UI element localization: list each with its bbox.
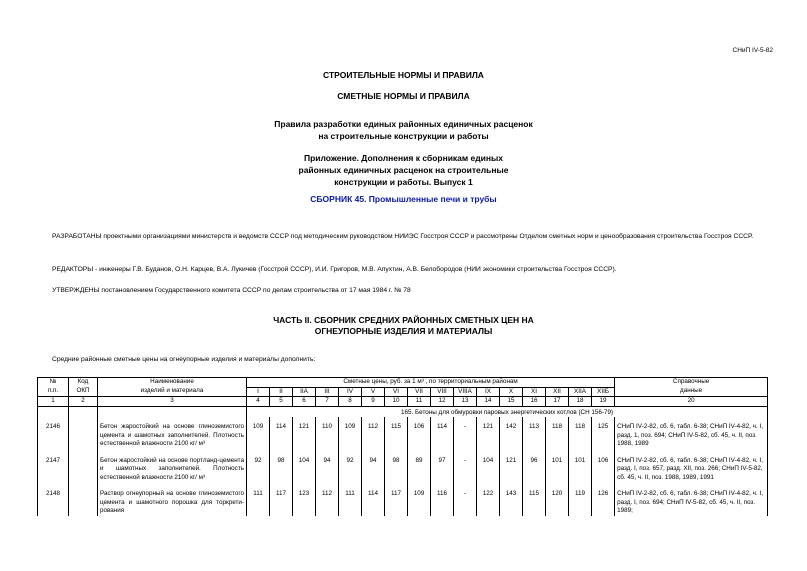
header-row-2 <box>38 387 768 397</box>
row-price: 106 <box>592 449 615 483</box>
row-price: 118 <box>569 417 592 449</box>
table-row <box>38 482 768 516</box>
row-price: 123 <box>293 482 316 516</box>
region-header: XII <box>546 387 569 397</box>
row-price: 143 <box>500 482 523 516</box>
row-price: - <box>454 449 477 483</box>
region-header: VIIIA <box>454 387 477 397</box>
column-number: 9 <box>362 397 385 407</box>
region-header: II <box>270 387 293 397</box>
row-price: 114 <box>431 417 454 449</box>
row-reference: СНиП IV-2-82, сб. 6, табл. 6-38; СНиП IV-4-82, ч. I, разд. I, поз. 657, разд. XII, поз. 266; СНиП IV-5-82, сб. 45, ч. II, поз. 1988, 1989, 1991 <box>615 449 768 483</box>
region-header: VI <box>385 387 408 397</box>
title-estimate-norms: СМЕТНЫЕ НОРМЫ И ПРАВИЛА <box>337 91 470 101</box>
header-code-sub: ОКП <box>69 387 98 397</box>
document-code: СНиП IV-5-82 <box>732 47 773 54</box>
title-collection[interactable]: СБОРНИК 45. Промышленные печи и трубы <box>310 194 497 204</box>
row-price: 121 <box>293 417 316 449</box>
row-price: 115 <box>523 482 546 516</box>
row-name: Бетон жаростойкий на основе портланд-цемента и шамотных заполнителей. Плотность естественной влажности 2100 кг/ м³ <box>98 449 247 483</box>
row-price: 116 <box>431 482 454 516</box>
column-number: 17 <box>546 397 569 407</box>
row-price: 113 <box>523 417 546 449</box>
row-price: - <box>454 482 477 516</box>
column-number: 15 <box>500 397 523 407</box>
row-code <box>69 417 98 449</box>
row-price: 112 <box>316 482 339 516</box>
row-code <box>69 482 98 516</box>
row-reference: СНиП IV-2-82, сб. 6, табл. 6-38; СНиП IV-4-82, ч. I, разд. I, поз. 694; СНиП IV-5-82, сб. 45, ч. II, поз. 1989; <box>615 482 768 516</box>
row-price: 97 <box>431 449 454 483</box>
row-price: 109 <box>408 482 431 516</box>
row-price: 94 <box>316 449 339 483</box>
column-number: 18 <box>569 397 592 407</box>
row-price: 106 <box>408 417 431 449</box>
column-number: 20 <box>615 397 768 407</box>
row-number: 2147 <box>38 449 69 483</box>
column-number: 5 <box>270 397 293 407</box>
section-spacer <box>69 406 98 417</box>
column-number: 16 <box>523 397 546 407</box>
row-price: 114 <box>270 417 293 449</box>
row-price: 101 <box>546 449 569 483</box>
column-number: 10 <box>385 397 408 407</box>
column-number: 7 <box>316 397 339 407</box>
row-price: 92 <box>339 449 362 483</box>
intro-text: Средние районные сметные цены на огнеупорные изделия и материалы дополнить: <box>52 356 316 363</box>
region-header: IV <box>339 387 362 397</box>
row-price: 121 <box>477 417 500 449</box>
row-price: 96 <box>523 449 546 483</box>
header-name-sub: изделий и материала <box>98 387 247 397</box>
region-header: VIII <box>431 387 454 397</box>
region-header: IIA <box>293 387 316 397</box>
region-header: X <box>500 387 523 397</box>
row-price: 121 <box>500 449 523 483</box>
row-price: 92 <box>247 449 270 483</box>
column-number: 6 <box>293 397 316 407</box>
row-price: 118 <box>546 417 569 449</box>
row-price: 114 <box>362 482 385 516</box>
row-price: 94 <box>362 449 385 483</box>
row-price: 98 <box>385 449 408 483</box>
column-number: 4 <box>247 397 270 407</box>
row-price: 117 <box>270 482 293 516</box>
column-number: 1 <box>38 397 69 407</box>
column-number: 14 <box>477 397 500 407</box>
row-price: 115 <box>385 417 408 449</box>
row-number: 2146 <box>38 417 69 449</box>
column-number: 3 <box>98 397 247 407</box>
section-row <box>38 406 768 417</box>
row-price: 112 <box>362 417 385 449</box>
region-header: I <box>247 387 270 397</box>
row-reference: СНиП IV-2-82, сб. 6, табл. 6-38; СНиП IV-4-82, ч. I, разд. 1, поз. 694; СНиП IV-5-82, сб. 45, ч. II, поз. 1988, 1989 <box>615 417 768 449</box>
row-price: 101 <box>569 449 592 483</box>
row-price: 109 <box>339 417 362 449</box>
approved-paragraph: УТВЕРЖДЕНЫ постановлением Государственного комитета СССР по делам строительства от 17 мая 1984 г. № 78 <box>52 287 411 294</box>
column-number: 19 <box>592 397 615 407</box>
row-price: 110 <box>316 417 339 449</box>
row-price: 120 <box>546 482 569 516</box>
column-number: 11 <box>408 397 431 407</box>
table-row <box>38 417 768 449</box>
title-appendix: Приложение. Дополнения к сборникам единых районных единичных расценок на строительные конструкции и работы. Выпуск 1 <box>298 153 509 187</box>
header-no-sub: п.п. <box>38 387 69 397</box>
row-number: 2148 <box>38 482 69 516</box>
row-price: 111 <box>247 482 270 516</box>
title-rules: Правила разработки единых районных единичных расценок на строительные конструкции и работы <box>274 119 533 141</box>
section-spacer <box>98 406 247 417</box>
region-header: XI <box>523 387 546 397</box>
prices-table <box>37 377 768 516</box>
row-price: 126 <box>592 482 615 516</box>
header-no: № <box>38 378 69 388</box>
row-name: Бетон жаростойкий на основе глиноземистого цемента и шамотных заполнителей. Плотность естественной влажности 2100 кг/ м³ <box>98 417 247 449</box>
row-price: 142 <box>500 417 523 449</box>
header-row-1 <box>38 378 768 388</box>
column-number: 13 <box>454 397 477 407</box>
region-header: VII <box>408 387 431 397</box>
title-building-norms: СТРОИТЕЛЬНЫЕ НОРМЫ И ПРАВИЛА <box>323 70 484 80</box>
table-row <box>38 449 768 483</box>
row-price: - <box>454 417 477 449</box>
editors-paragraph: РЕДАКТОРЫ - инженеры Г.В. Буданов, О.Н. Карцев, В.А. Лукичев (Госстрой СССР), И.И. Григоров, М.В. Апухтин, А.В. Белобородов (НИИ экономики строительства Госстроя СССР). <box>52 266 617 273</box>
region-header: III <box>316 387 339 397</box>
header-name: Наименование <box>98 378 247 388</box>
row-price: 104 <box>293 449 316 483</box>
part-title: ЧАСТЬ II. СБОРНИК СРЕДНИХ РАЙОННЫХ СМЕТНЫХ ЦЕН НА ОГНЕУПОРНЫЕ ИЗДЕЛИЯ И МАТЕРИАЛЫ <box>273 315 534 336</box>
header-code: Код <box>69 378 98 388</box>
row-price: 111 <box>339 482 362 516</box>
region-header: XIIA <box>569 387 592 397</box>
row-price: 119 <box>569 482 592 516</box>
header-ref-sub: данные <box>615 387 768 397</box>
row-code <box>69 449 98 483</box>
row-price: 89 <box>408 449 431 483</box>
column-number: 8 <box>339 397 362 407</box>
section-spacer <box>38 406 69 417</box>
header-prices: Сметные цены, руб. за 1 м³ , по территориальным районам <box>247 378 615 388</box>
section-title: 165. Бетоны для обмуровки паровых энергетических котлов (СН 156-79) <box>247 406 768 417</box>
row-price: 98 <box>270 449 293 483</box>
row-price: 104 <box>477 449 500 483</box>
region-header: V <box>362 387 385 397</box>
column-number: 12 <box>431 397 454 407</box>
region-header: XIIБ <box>592 387 615 397</box>
region-header: IX <box>477 387 500 397</box>
row-name: Раствор огнеупорный на основе глиноземистого цемента и шамотного порошка для торкрети-рования <box>98 482 247 516</box>
column-number: 2 <box>69 397 98 407</box>
row-price: 125 <box>592 417 615 449</box>
developed-by-paragraph: РАЗРАБОТАНЫ проектными организациями министерств и ведомств СССР под методическим руководством НИИЭС Госстроя СССР и рассмотрены Отделом сметных норм и ценообразования строительства Госстроя СССР. <box>52 233 754 240</box>
row-price: 117 <box>385 482 408 516</box>
row-price: 122 <box>477 482 500 516</box>
header-ref: Справочные <box>615 378 768 388</box>
row-price: 109 <box>247 417 270 449</box>
column-number-row <box>38 397 768 407</box>
